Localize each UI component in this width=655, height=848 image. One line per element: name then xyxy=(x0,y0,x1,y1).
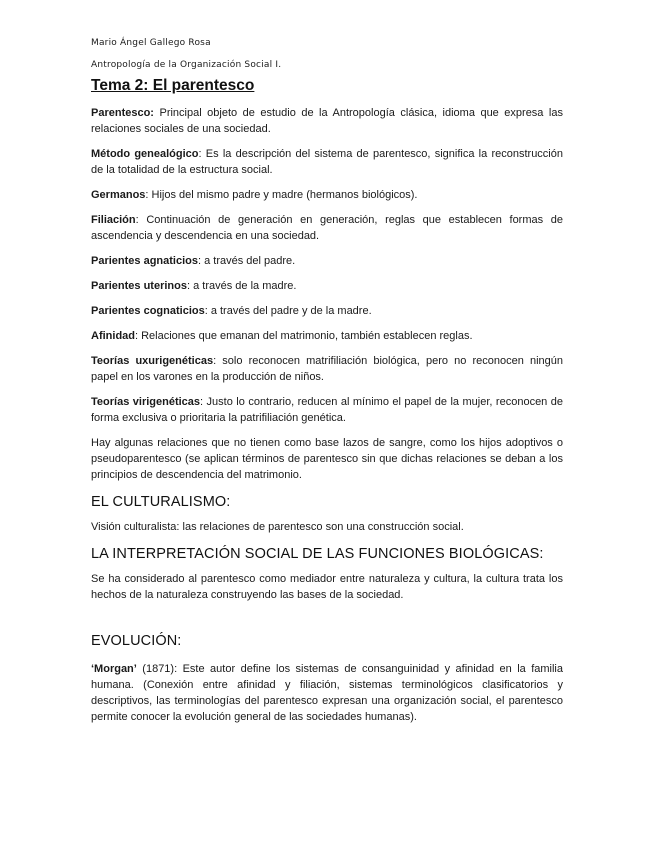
term: Parentesco: xyxy=(91,107,154,119)
definition-text: Principal objeto de estudio de la Antropología clásica, idioma que expresa las relaciones sociales de una sociedad. xyxy=(91,107,563,135)
header-author: Mario Ángel Gallego Rosa xyxy=(91,38,211,48)
heading-culturalismo: EL CULTURALISMO: xyxy=(91,494,231,510)
definition-cognaticios xyxy=(91,303,563,319)
definition-text: : a través del padre y de la madre. xyxy=(204,305,372,317)
definition-parentesco xyxy=(91,105,563,137)
definition-text: : a través de la madre. xyxy=(186,280,297,292)
term: Teorías uxurigenéticas xyxy=(91,355,214,367)
paragraph-text: (1871): Este autor define los sistemas de consanguinidad y afinidad en la familia humana. (Conexión entre afinidad y filiación, sistemas terminológicos clasificatorios y descriptivos, las terminologías del parentesco expresan una organización social, el parentesco permite conocer la evolución general de las sociedades humanas). xyxy=(91,663,563,723)
paragraph-adoptivos: Hay algunas relaciones que no tienen como base lazos de sangre, como los hijos adoptivos o pseudoparentesco (se aplican términos de parentesco sin que dichas relaciones se deban a los principios de descendencia del matrimonio. xyxy=(91,437,563,481)
term: Afinidad xyxy=(91,330,135,342)
term: Teorías virigenéticas xyxy=(91,396,201,408)
definition-germanos xyxy=(91,187,563,203)
definition-text: : Relaciones que emanan del matrimonio, también establecen reglas. xyxy=(135,330,473,342)
paragraph-interpretacion: Se ha considerado al parentesco como mediador entre naturaleza y cultura, la cultura trata los hechos de la naturaleza construyendo las bases de la sociedad. xyxy=(91,573,563,601)
definition-filiacion xyxy=(91,212,563,244)
definition-uterinos xyxy=(91,278,563,294)
term: Parientes cognaticios xyxy=(91,305,205,317)
paragraph-morgan xyxy=(91,661,563,725)
definition-text: : Justo lo contrario, reducen al mínimo el papel de la mujer, reconocen de forma exclusiva o prioritaria la patrifiliación genética. xyxy=(91,396,563,424)
term: Germanos xyxy=(91,189,146,201)
definition-text: : Es la descripción del sistema de parentesco, significa la reconstrucción de la totalidad de la estructura social. xyxy=(91,148,563,176)
definition-text: : Continuación de generación en generación, reglas que establecen formas de ascendencia y descendencia en una sociedad. xyxy=(91,214,563,242)
definition-text: : a través del padre. xyxy=(198,255,296,267)
definition-uxurigeneticas xyxy=(91,353,563,385)
term: Método genealógico xyxy=(91,148,199,160)
page-title: Tema 2: El parentesco xyxy=(91,77,255,94)
term: Parientes uterinos xyxy=(91,280,187,292)
heading-evolucion: EVOLUCIÓN: xyxy=(91,633,182,649)
term: Parientes agnaticios xyxy=(91,255,198,267)
header-course: Antropología de la Organización Social I. xyxy=(91,60,282,70)
definition-text: : solo reconocen matrifiliación biológica, pero no reconocen ningún papel en los varones en la producción de niños. xyxy=(91,355,564,383)
definition-afinidad xyxy=(91,328,563,344)
definition-metodo-genealogico xyxy=(91,146,563,178)
heading-interpretacion: LA INTERPRETACIÓN SOCIAL DE LAS FUNCIONES BIOLÓGICAS: xyxy=(91,546,544,562)
definition-text: : Hijos del mismo padre y madre (hermanos biológicos). xyxy=(145,189,418,201)
term: ‘Morgan’ xyxy=(91,663,137,675)
definition-agnaticios xyxy=(91,253,563,269)
term: Filiación xyxy=(91,214,136,226)
paragraph-culturalismo: Visión culturalista: las relaciones de parentesco son una construcción social. xyxy=(91,521,464,533)
definition-virigeneticas xyxy=(91,394,563,426)
